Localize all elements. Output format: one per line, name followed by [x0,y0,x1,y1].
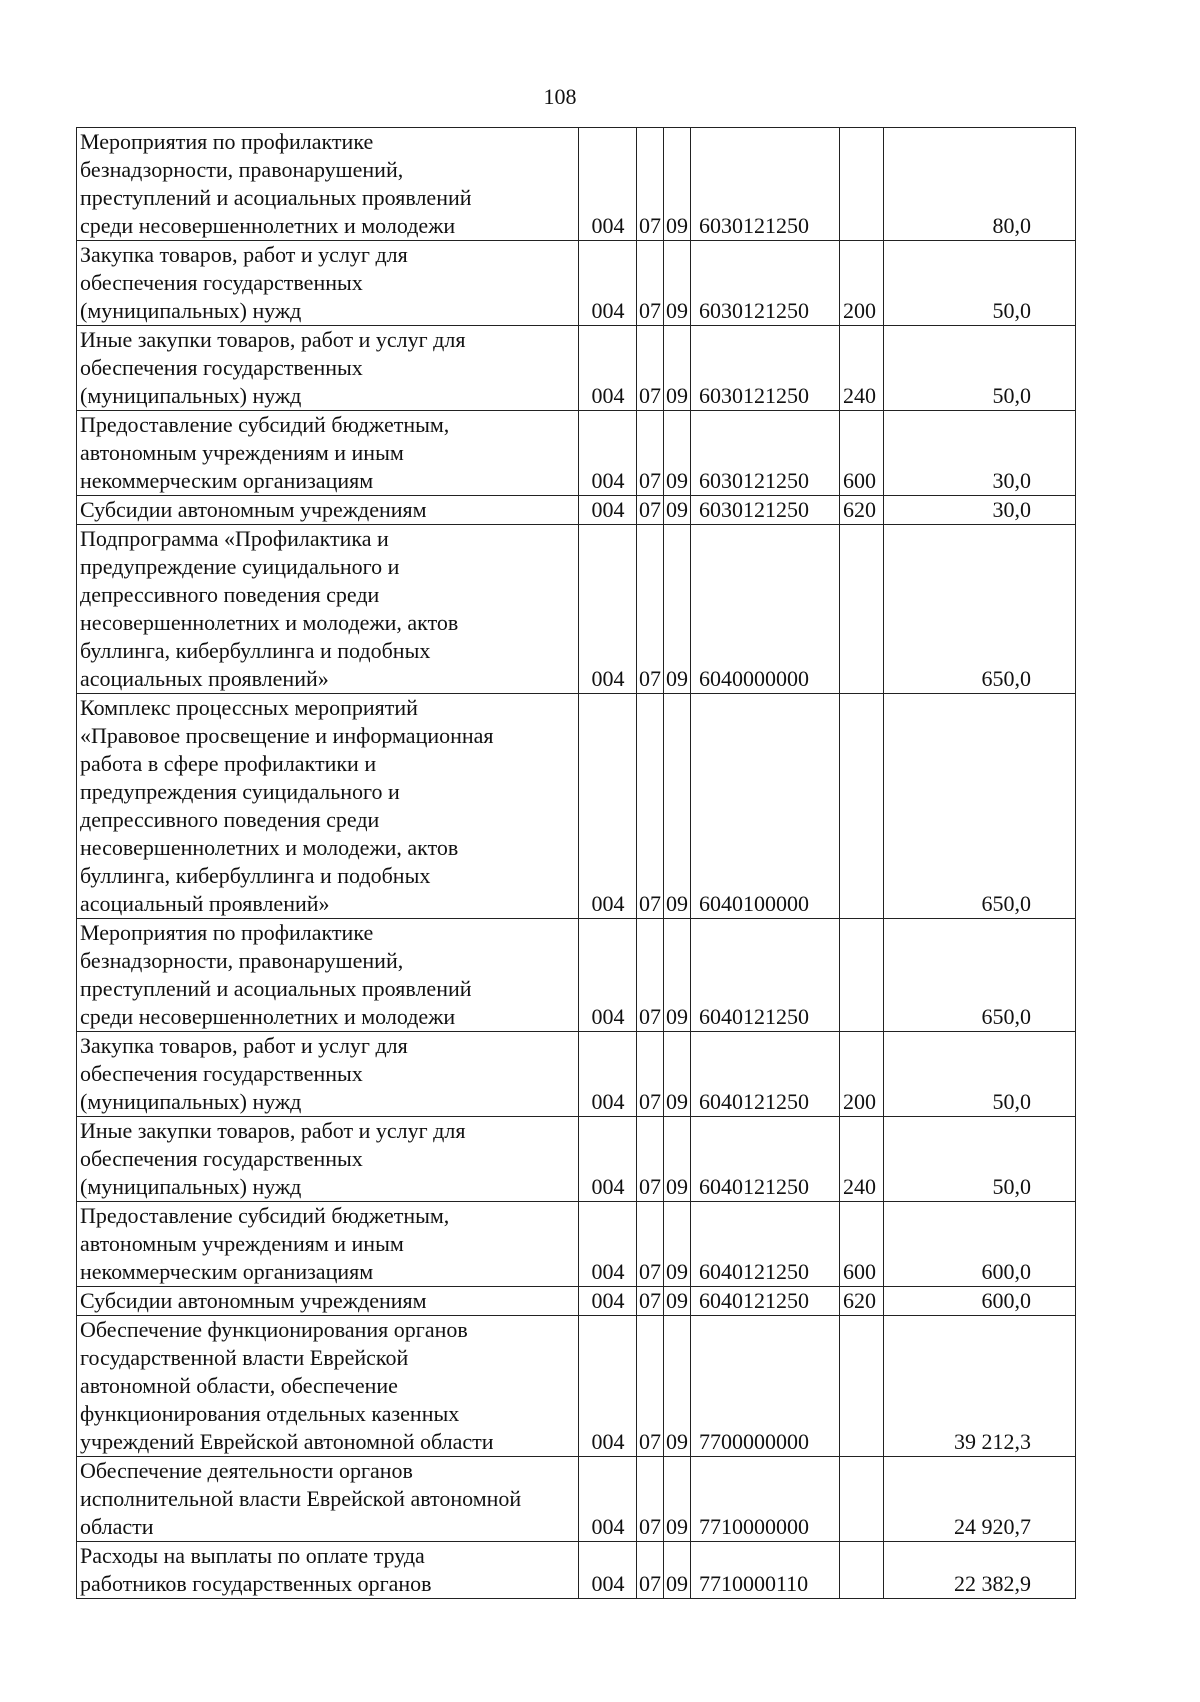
expense-type-cell: 240 [840,326,884,411]
budget-table [76,127,1076,1599]
grbs-code-cell: 004 [579,411,637,496]
target-article-cell: 6030121250 [691,411,840,496]
row-name-line: буллинга, кибербуллинга и подобных [80,863,431,888]
target-article-cell: 6030121250 [691,241,840,326]
row-name-line: депрессивного поведения среди [80,582,380,607]
row-name-line: Субсидии автономным учреждениям [80,1288,427,1313]
section-code-cell: 07 [637,1542,664,1599]
amount-cell: 650,0 [884,525,1076,694]
table-row [77,694,1076,919]
grbs-code-cell: 004 [579,694,637,919]
expense-type-cell [840,1316,884,1457]
subsection-code-cell: 09 [664,1117,691,1202]
section-code-cell: 07 [637,241,664,326]
subsection-code-cell: 09 [664,1287,691,1316]
grbs-code-cell: 004 [579,496,637,525]
amount-cell: 650,0 [884,694,1076,919]
section-code-cell: 07 [637,694,664,919]
section-code-cell: 07 [637,1117,664,1202]
grbs-code-cell: 004 [579,326,637,411]
grbs-code-cell: 004 [579,1457,637,1542]
subsection-code-cell: 09 [664,496,691,525]
row-name-line: безнадзорности, правонарушений, [80,157,404,182]
amount-cell: 650,0 [884,919,1076,1032]
row-name-line: Мероприятия по профилактике [80,920,374,945]
amount-cell: 50,0 [884,1117,1076,1202]
expense-type-cell: 620 [840,1287,884,1316]
row-name-line: «Правовое просвещение и информационная [80,723,494,748]
table-row [77,919,1076,1032]
row-name-line: Комплекс процессных мероприятий [80,695,418,720]
row-name-line: функционирования отдельных казенных [80,1401,460,1426]
row-name-cell [77,1287,579,1316]
row-name-line: Подпрограмма «Профилактика и [80,526,389,551]
grbs-code-cell: 004 [579,919,637,1032]
target-article-cell: 6040121250 [691,1117,840,1202]
expense-type-cell: 200 [840,241,884,326]
expense-type-cell [840,1457,884,1542]
row-name-line: асоциальных проявлений» [80,666,329,691]
row-name-line: автономным учреждениям и иным [80,440,404,465]
grbs-code-cell: 004 [579,128,637,241]
subsection-code-cell: 09 [664,128,691,241]
section-code-cell: 07 [637,1316,664,1457]
row-name-cell [77,1032,579,1117]
table-row [77,411,1076,496]
row-name-line: государственной власти Еврейской [80,1345,409,1370]
amount-cell: 24 920,7 [884,1457,1076,1542]
subsection-code-cell: 09 [664,1316,691,1457]
row-name-line: обеспечения государственных [80,1061,363,1086]
row-name-cell [77,411,579,496]
grbs-code-cell: 004 [579,1542,637,1599]
grbs-code-cell: 004 [579,1117,637,1202]
table-row [77,241,1076,326]
row-name-line: среди несовершеннолетних и молодежи [80,1004,456,1029]
section-code-cell: 07 [637,128,664,241]
target-article-cell: 7700000000 [691,1316,840,1457]
row-name-cell [77,1316,579,1457]
row-name-line: Субсидии автономным учреждениям [80,497,427,522]
row-name-line: области [80,1514,154,1539]
row-name-line: асоциальный проявлений» [80,891,330,916]
section-code-cell: 07 [637,411,664,496]
row-name-line: Иные закупки товаров, работ и услуг для [80,327,466,352]
expense-type-cell: 200 [840,1032,884,1117]
subsection-code-cell: 09 [664,1202,691,1287]
row-name-cell [77,241,579,326]
subsection-code-cell: 09 [664,1032,691,1117]
table-row [77,1316,1076,1457]
subsection-code-cell: 09 [664,1542,691,1599]
amount-cell: 22 382,9 [884,1542,1076,1599]
table-row [77,128,1076,241]
target-article-cell: 6040121250 [691,1287,840,1316]
amount-cell: 30,0 [884,496,1076,525]
section-code-cell: 07 [637,1202,664,1287]
table-row [77,1202,1076,1287]
expense-type-cell: 600 [840,411,884,496]
row-name-line: предупреждение суицидального и [80,554,400,579]
subsection-code-cell: 09 [664,411,691,496]
amount-cell: 600,0 [884,1202,1076,1287]
row-name-line: предупреждения суицидального и [80,779,400,804]
table-row [77,326,1076,411]
subsection-code-cell: 09 [664,694,691,919]
target-article-cell: 7710000110 [691,1542,840,1599]
amount-cell: 600,0 [884,1287,1076,1316]
target-article-cell: 6030121250 [691,496,840,525]
expense-type-cell [840,694,884,919]
amount-cell: 39 212,3 [884,1316,1076,1457]
subsection-code-cell: 09 [664,241,691,326]
row-name-line: автономным учреждениям и иным [80,1231,404,1256]
row-name-line: Закупка товаров, работ и услуг для [80,1033,408,1058]
table-row [77,1032,1076,1117]
target-article-cell: 6030121250 [691,326,840,411]
row-name-cell [77,694,579,919]
row-name-line: учреждений Еврейской автономной области [80,1429,494,1454]
row-name-cell [77,1542,579,1599]
row-name-cell [77,919,579,1032]
row-name-line: Обеспечение деятельности органов [80,1458,413,1483]
grbs-code-cell: 004 [579,1202,637,1287]
section-code-cell: 07 [637,919,664,1032]
row-name-line: Предоставление субсидий бюджетным, [80,1203,450,1228]
row-name-line: работников государственных органов [80,1571,432,1596]
table-row [77,525,1076,694]
row-name-line: исполнительной власти Еврейской автономной [80,1486,522,1511]
amount-cell: 30,0 [884,411,1076,496]
table-row [77,1117,1076,1202]
row-name-line: автономной области, обеспечение [80,1373,398,1398]
section-code-cell: 07 [637,525,664,694]
target-article-cell: 6040000000 [691,525,840,694]
row-name-line: некоммерческим организациям [80,468,374,493]
expense-type-cell: 600 [840,1202,884,1287]
grbs-code-cell: 004 [579,1032,637,1117]
grbs-code-cell: 004 [579,1287,637,1316]
expense-type-cell [840,128,884,241]
amount-cell: 50,0 [884,241,1076,326]
target-article-cell: 6040121250 [691,1202,840,1287]
budget-table-body [77,128,1076,1599]
grbs-code-cell: 004 [579,1316,637,1457]
row-name-cell [77,1117,579,1202]
row-name-line: безнадзорности, правонарушений, [80,948,404,973]
expense-type-cell: 620 [840,496,884,525]
table-row [77,496,1076,525]
row-name-line: обеспечения государственных [80,270,363,295]
row-name-line: Закупка товаров, работ и услуг для [80,242,408,267]
row-name-line: Иные закупки товаров, работ и услуг для [80,1118,466,1143]
target-article-cell: 7710000000 [691,1457,840,1542]
row-name-line: Расходы на выплаты по оплате труда [80,1543,425,1568]
row-name-line: несовершеннолетних и молодежи, актов [80,835,459,860]
expense-type-cell: 240 [840,1117,884,1202]
row-name-line: Обеспечение функционирования органов [80,1317,468,1342]
row-name-line: несовершеннолетних и молодежи, актов [80,610,459,635]
section-code-cell: 07 [637,496,664,525]
row-name-cell [77,1202,579,1287]
target-article-cell: 6030121250 [691,128,840,241]
row-name-line: обеспечения государственных [80,1146,363,1171]
row-name-line: Мероприятия по профилактике [80,129,374,154]
section-code-cell: 07 [637,1287,664,1316]
expense-type-cell [840,919,884,1032]
expense-type-cell [840,525,884,694]
row-name-line: (муниципальных) нужд [80,1174,302,1199]
expense-type-cell [840,1542,884,1599]
target-article-cell: 6040121250 [691,919,840,1032]
target-article-cell: 6040121250 [691,1032,840,1117]
row-name-cell [77,496,579,525]
amount-cell: 50,0 [884,326,1076,411]
row-name-line: (муниципальных) нужд [80,1089,302,1114]
row-name-line: (муниципальных) нужд [80,383,302,408]
target-article-cell: 6040100000 [691,694,840,919]
row-name-line: депрессивного поведения среди [80,807,380,832]
row-name-line: Предоставление субсидий бюджетным, [80,412,450,437]
amount-cell: 80,0 [884,128,1076,241]
row-name-line: работа в сфере профилактики и [80,751,377,776]
row-name-line: (муниципальных) нужд [80,298,302,323]
row-name-cell [77,326,579,411]
row-name-line: обеспечения государственных [80,355,363,380]
table-row [77,1457,1076,1542]
subsection-code-cell: 09 [664,326,691,411]
row-name-line: среди несовершеннолетних и молодежи [80,213,456,238]
row-name-line: некоммерческим организациям [80,1259,374,1284]
subsection-code-cell: 09 [664,919,691,1032]
row-name-cell [77,525,579,694]
row-name-line: преступлений и асоциальных проявлений [80,976,472,1001]
amount-cell: 50,0 [884,1032,1076,1117]
section-code-cell: 07 [637,1457,664,1542]
subsection-code-cell: 09 [664,525,691,694]
grbs-code-cell: 004 [579,241,637,326]
row-name-line: преступлений и асоциальных проявлений [80,185,472,210]
subsection-code-cell: 09 [664,1457,691,1542]
page-number: 108 [543,84,577,109]
grbs-code-cell: 004 [579,525,637,694]
section-code-cell: 07 [637,1032,664,1117]
section-code-cell: 07 [637,326,664,411]
row-name-cell [77,1457,579,1542]
row-name-cell [77,128,579,241]
row-name-line: буллинга, кибербуллинга и подобных [80,638,431,663]
table-row [77,1542,1076,1599]
table-row [77,1287,1076,1316]
